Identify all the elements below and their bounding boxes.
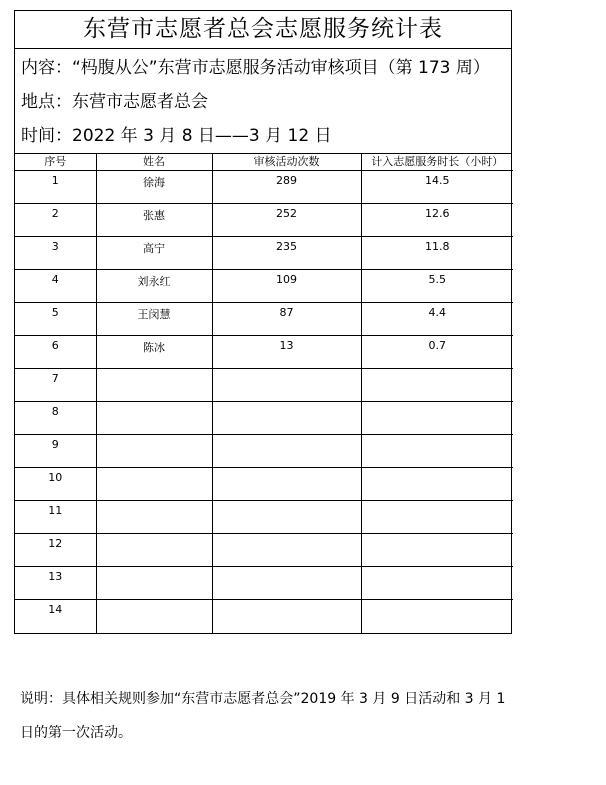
cell-name xyxy=(96,435,212,468)
cell-name xyxy=(96,567,212,600)
cell-no: 6 xyxy=(15,336,96,369)
cell-name xyxy=(96,369,212,402)
page-title: 东营市志愿者总会志愿服务统计表 xyxy=(15,11,511,49)
footnote: 说明：具体相关规则参加“东营市志愿者总会”2019 年 3 月 9 日活动和 3 月 1 日的第一次活动。 xyxy=(20,691,506,741)
cell-hours: 4.4 xyxy=(361,303,513,336)
table-row xyxy=(15,402,513,435)
cell-no: 1 xyxy=(15,171,96,204)
cell-no: 7 xyxy=(15,369,96,402)
cell-no: 3 xyxy=(15,237,96,270)
table-row xyxy=(15,336,513,369)
cell-hours xyxy=(361,600,513,633)
cell-count: 13 xyxy=(212,336,361,369)
cell-hours xyxy=(361,468,513,501)
cell-count: 235 xyxy=(212,237,361,270)
cell-name: 徐海 xyxy=(96,171,212,204)
cell-no: 9 xyxy=(15,435,96,468)
cell-count: 289 xyxy=(212,171,361,204)
table-row xyxy=(15,303,513,336)
table-row xyxy=(15,534,513,567)
cell-count xyxy=(212,501,361,534)
cell-count xyxy=(212,534,361,567)
cell-hours xyxy=(361,435,513,468)
cell-hours: 12.6 xyxy=(361,204,513,237)
cell-count xyxy=(212,435,361,468)
cell-no: 8 xyxy=(15,402,96,435)
cell-name: 高宁 xyxy=(96,237,212,270)
cell-hours xyxy=(361,501,513,534)
info-time-line: 时间：2022 年 3 月 8 日——3 月 12 日 xyxy=(21,126,332,146)
table-row xyxy=(15,237,513,270)
header-count: 审核活动次数 xyxy=(212,154,361,171)
cell-name: 张惠 xyxy=(96,204,212,237)
table-row xyxy=(15,171,513,204)
cell-name: 王闵慧 xyxy=(96,303,212,336)
table-row xyxy=(15,369,513,402)
cell-no: 11 xyxy=(15,501,96,534)
table-row xyxy=(15,270,513,303)
cell-no: 14 xyxy=(15,600,96,633)
table-row xyxy=(15,600,513,633)
header-name: 姓名 xyxy=(96,154,212,171)
cell-hours: 14.5 xyxy=(361,171,513,204)
table-row xyxy=(15,468,513,501)
cell-no: 12 xyxy=(15,534,96,567)
cell-count xyxy=(212,369,361,402)
header-no: 序号 xyxy=(15,154,96,171)
cell-no: 10 xyxy=(15,468,96,501)
cell-hours xyxy=(361,402,513,435)
cell-count: 87 xyxy=(212,303,361,336)
info-section xyxy=(15,49,511,154)
table-row xyxy=(15,204,513,237)
cell-count xyxy=(212,567,361,600)
table-row xyxy=(15,501,513,534)
cell-count xyxy=(212,600,361,633)
table-header-row xyxy=(15,154,513,171)
cell-hours: 0.7 xyxy=(361,336,513,369)
cell-count: 109 xyxy=(212,270,361,303)
statistics-sheet xyxy=(14,10,512,634)
stats-table xyxy=(15,154,513,633)
cell-name: 刘永红 xyxy=(96,270,212,303)
cell-hours xyxy=(361,369,513,402)
cell-no: 5 xyxy=(15,303,96,336)
cell-name: 陈冰 xyxy=(96,336,212,369)
cell-no: 13 xyxy=(15,567,96,600)
cell-count xyxy=(212,468,361,501)
cell-no: 2 xyxy=(15,204,96,237)
cell-hours xyxy=(361,567,513,600)
cell-no: 4 xyxy=(15,270,96,303)
cell-name xyxy=(96,402,212,435)
info-content-line: 内容：“杩腹从公”东营市志愿服务活动审核项目（第 173 周） xyxy=(21,58,490,78)
info-location-line: 地点：东营市志愿者总会 xyxy=(21,92,208,112)
cell-count xyxy=(212,402,361,435)
cell-name xyxy=(96,501,212,534)
table-row xyxy=(15,567,513,600)
cell-name xyxy=(96,468,212,501)
header-hours: 计入志愿服务时长（小时） xyxy=(361,154,513,171)
cell-name xyxy=(96,600,212,633)
cell-count: 252 xyxy=(212,204,361,237)
table-row xyxy=(15,435,513,468)
cell-name xyxy=(96,534,212,567)
cell-hours: 5.5 xyxy=(361,270,513,303)
cell-hours xyxy=(361,534,513,567)
cell-hours: 11.8 xyxy=(361,237,513,270)
